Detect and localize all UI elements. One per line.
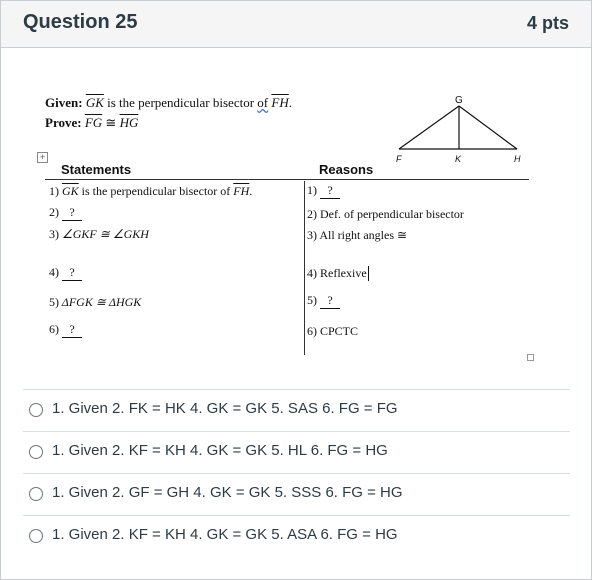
vertex-label-g: G <box>455 95 463 106</box>
radio-button[interactable] <box>29 529 43 543</box>
statements-header: Statements <box>61 162 132 177</box>
given-text: is the perpendicular bisector <box>107 95 255 110</box>
reason-number: 1) <box>307 183 317 197</box>
reason-blank: ? <box>320 293 340 309</box>
segment-gh <box>459 106 517 149</box>
reason-3: 3) All right angles ≅ <box>307 228 408 242</box>
radio-button[interactable] <box>29 445 43 459</box>
statement-period: . <box>249 184 253 198</box>
prove-segment-hg: $\overline{HG}$ <box>119 115 139 130</box>
given-statement <box>45 95 292 111</box>
table-handle-icon <box>527 354 534 361</box>
given-of: of <box>257 95 269 110</box>
statement-segment-fh: $\overline{FH}$ <box>233 184 250 198</box>
statement-2 <box>49 205 82 221</box>
reason-2: 2) Def. of perpendicular bisector <box>307 207 464 221</box>
given-period: . <box>288 95 292 110</box>
statement-text: is the perpendicular bisector of <box>81 184 231 198</box>
radio-button[interactable] <box>29 487 43 501</box>
table-divider-horizontal <box>45 179 529 180</box>
answer-label: 1. Given 2. FK = HK 4. GK = GK 5. SAS 6. FG = FG <box>52 400 398 417</box>
statement-blank: ? <box>62 322 82 338</box>
congruent-symbol: ≅ <box>105 115 117 130</box>
statement-blank: ? <box>62 205 82 221</box>
reason-5 <box>307 293 340 309</box>
radio-button[interactable] <box>29 403 43 417</box>
statement-number: 6) <box>49 322 59 336</box>
prove-statement <box>45 115 138 131</box>
statement-number: 4) <box>49 265 59 279</box>
statement-number: 2) <box>49 205 59 219</box>
reason-number: 5) <box>307 293 317 307</box>
answer-option-1[interactable] <box>23 389 570 431</box>
table-expand-icon[interactable]: + <box>37 152 48 163</box>
statement-blank: ? <box>62 265 82 281</box>
vertex-label-f: F <box>396 154 402 164</box>
answer-list <box>23 389 570 557</box>
given-segment-gk: $\overline{GK}$ <box>85 95 104 110</box>
statement-3 <box>49 227 149 242</box>
statement-6 <box>49 322 82 338</box>
answer-option-4[interactable] <box>23 515 570 557</box>
question-title: Question 25 <box>23 11 138 33</box>
statement-number: 5) <box>49 295 59 309</box>
answer-option-3[interactable] <box>23 473 570 515</box>
answer-label: 1. Given 2. KF = KH 4. GK = GK 5. HL 6. FG = HG <box>52 442 388 459</box>
reasons-header: Reasons <box>319 162 374 177</box>
given-label: Given: <box>45 95 83 110</box>
statement-text: ∠GKF ≅ ∠GKH <box>62 227 149 241</box>
prove-segment-fg: $\overline{FG}$ <box>84 115 103 130</box>
statement-1 <box>49 184 252 199</box>
statement-5 <box>49 295 141 310</box>
segment-fg <box>399 106 459 149</box>
statement-text: ΔFGK ≅ ΔHGK <box>61 295 142 309</box>
prove-label: Prove: <box>45 115 82 130</box>
question-header <box>1 1 591 48</box>
triangle-diagram <box>391 89 531 169</box>
reason-1 <box>307 183 340 199</box>
statement-number: 3) <box>49 227 59 241</box>
reason-4: 4) Reflexive <box>307 266 367 280</box>
reason-blank: ? <box>320 183 340 199</box>
given-segment-fh: $\overline{FH}$ <box>271 95 289 110</box>
statement-segment-gk: $\overline{GK}$ <box>62 184 79 198</box>
answer-label: 1. Given 2. GF = GH 4. GK = GK 5. SSS 6. FG = HG <box>52 484 403 501</box>
vertex-label-k: K <box>455 154 462 164</box>
question-points: 4 pts <box>526 13 569 33</box>
answer-label: 1. Given 2. KF = KH 4. GK = GK 5. ASA 6. FG = HG <box>52 526 398 543</box>
statement-number: 1) <box>49 184 59 198</box>
answer-option-2[interactable] <box>23 431 570 473</box>
vertex-label-h: H <box>514 154 521 164</box>
reason-6: 6) CPCTC <box>307 324 359 338</box>
table-divider-vertical <box>304 181 305 355</box>
statement-4 <box>49 265 82 281</box>
